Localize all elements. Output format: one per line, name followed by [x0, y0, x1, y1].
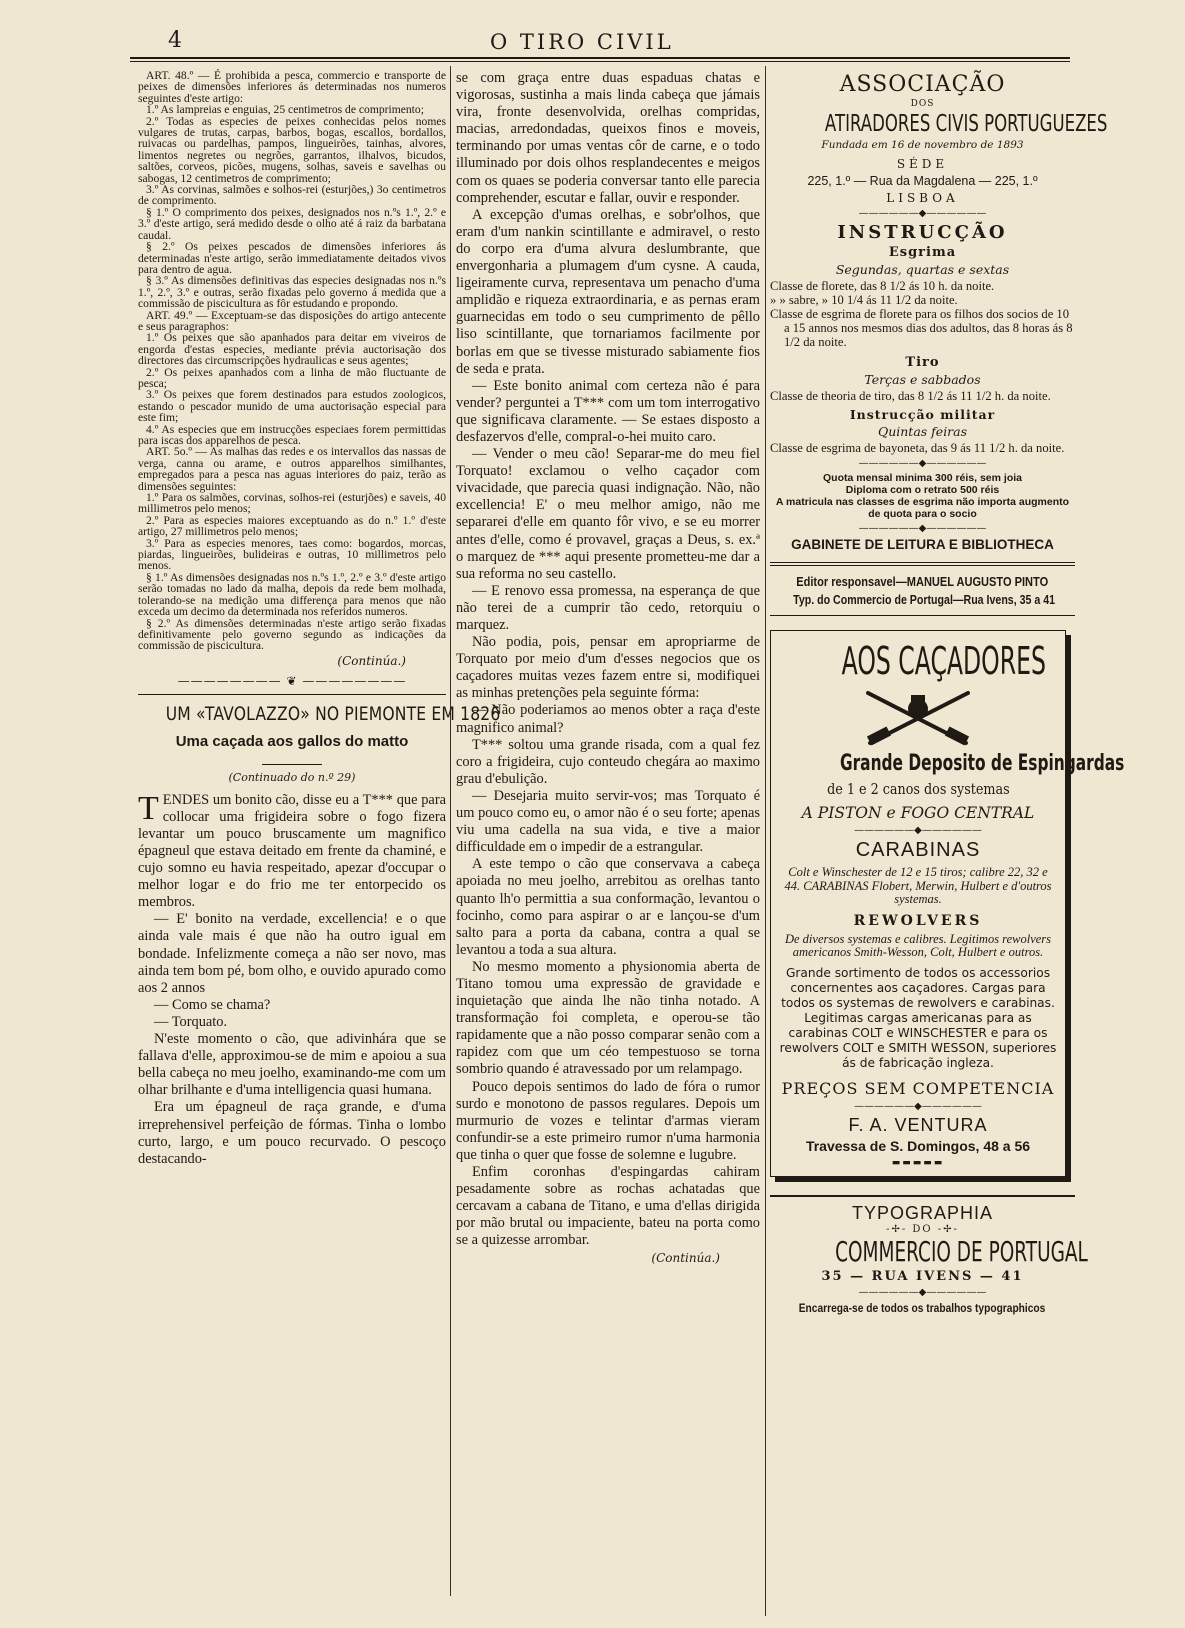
- law-paragraph: § 1.º O comprimento dos peixes, designados nos n.ºs 1.º, 2.º e 3.º d'este artigo, será medido desde o olho até á raiz da barbatana caudal.: [138, 205, 446, 242]
- ad-canos: de 1 e 2 canos dos systemas: [826, 780, 1010, 798]
- story-paragraph: — Este bonito animal com certeza não é para vender? perguntei a T*** com um tom interrogativo que significava claramente. — Se estaes disposto a desfazervos d'elle, compral-o-hei muito caro.: [456, 377, 760, 445]
- story-paragraph: T*** soltou uma grande risada, com a qual fez coro a frigideira, cujo conteudo chegára ao maximo grau d'ebulição.: [456, 736, 760, 787]
- story-continued-from: (Continuado do n.º 29): [228, 770, 356, 784]
- editor-line: Editor responsavel—MANUEL AUGUSTO PINTO: [796, 574, 1049, 589]
- militar-heading: Instrucção militar: [849, 407, 996, 422]
- column-1: [138, 69, 501, 1600]
- rule: [770, 615, 1075, 616]
- story-paragraph: N'este momento o cão, que adivinhára que se fallava d'elle, approximou-se de mim e apoiou a sua bella cabeça no meu joelho, examinando-me com um olhar brilhante e d'uma intelligencia quasi humana.: [138, 1031, 446, 1099]
- typo-title: TYPOGRAPHIA: [851, 1202, 994, 1223]
- story-text-col1: [138, 789, 446, 1168]
- page-number: 4: [168, 28, 182, 53]
- ad-title: AOS CAÇADORES: [841, 639, 1046, 683]
- law-paragraph: ART. 48.º — É prohibida a pesca, commercio e transporte de peixes de dimensões inferiores ás determinadas nos numeros seguintes d'este artigo:: [138, 69, 446, 105]
- assoc-dos: DOS: [910, 99, 935, 109]
- ornament-line: ——————◆——————: [854, 825, 982, 836]
- typo-note: Encarrega-se de todos os trabalhos typographicos: [799, 1300, 1046, 1315]
- ad-bottom-ornament: ▬▬▬▬▬: [891, 1157, 945, 1168]
- continued-note: (Continúa.): [651, 1251, 720, 1266]
- law-paragraph: § 2.º As dimensões determinadas n'este artigo serão fixadas definitivamente pelo governo segundo as indicações da commissão de piscicultura.: [138, 616, 446, 653]
- typo-name: COMMERCIO DE PORTUGAL: [835, 1234, 1088, 1268]
- column-separator-2: [765, 66, 766, 1616]
- story-title: UM «TAVOLAZZO» NO PIEMONTE EM 1826: [165, 702, 501, 725]
- law-paragraph: 1.º Os peixes que são apanhados para deitar em viveiros de engorda d'estas especies, mediante prévia auctorisação dos directores das circumscripções hydraulicas e seus agentes;: [138, 331, 446, 368]
- subtitle-rule: [262, 764, 322, 765]
- quota-line: Quota mensal minima 300 réis, sem joia: [822, 472, 1022, 484]
- tiro-line: Classe de theoria de tiro, das 8 1/2 ás 11 1/2 h. da noite.: [770, 389, 1051, 403]
- typ-line: Typ. do Commercio de Portugal—Rua Ivens, 35 a 41: [793, 593, 1056, 607]
- law-paragraph: 1.º Para os salmões, corvinas, solhos-rei (esturjões) e saveis, 40 millimetros pelo menos;: [138, 491, 446, 516]
- quota-line: Diploma com o retrato 500 réis: [845, 484, 1000, 496]
- law-paragraph: 3.º As corvinas, salmões e solhos-rei (esturjões,) 3o centimetros de comprimento.: [138, 183, 446, 208]
- law-paragraph: § 3.º As dimensões definitivas das especies designadas nos n.ºs 1.º, 2.º, 3.º e outras, serão fixadas pelo governo á medida que a commissão de piscicultura as fôr estudando e propondo.: [138, 274, 446, 311]
- divider-ornament: ———————— ❦ ————————: [177, 673, 407, 688]
- story-paragraph: A este tempo o cão que conservava a cabeça apoiada no meu joelho, arrebitou as orelhas tanto quanto lh'o permittia a sua conformação, levantou o focinho, como para aspirar o ar e lançou-se d'um salto para a porta da cabana, contra a qual se levantou a toda a sua altura.: [456, 856, 760, 958]
- esgrima-line: Classe de esgrima de florete para os filhos dos socios de 10 a 15 annos nos mesmos dias dos adultos, das 8 horas ás 8 1/2 da noite.: [770, 307, 1073, 349]
- typo-address: 35 — RUA IVENS — 41: [821, 1268, 1024, 1284]
- assoc-founded: Fundada em 16 de novembro de 1893: [821, 139, 1024, 151]
- ad-deposit: Grande Deposito de Espingardas: [839, 751, 1125, 776]
- story-first-paragraph: TENDES um bonito cão, disse eu a T*** que para collocar uma frigideira sobre o fogo fizera levantar um pouco bruscamente um magnifico épagneul que estava deitado em frente da chaminé, e cujo somno eu havia respeitado, apezar d'occupar o melhor logar e do frio me ter entorpecido os membros.: [138, 789, 446, 911]
- header-rule-thin: [130, 61, 1070, 62]
- section-rule: [138, 694, 446, 695]
- law-paragraph: 3.º Os peixes que forem destinados para estudos zoologicos, estando o pescador munido de uma auctorisação especial para este fim;: [138, 388, 446, 425]
- ad-seller: F. A. VENTURA: [848, 1114, 988, 1135]
- tiro-days: Terças e sabbados: [864, 372, 981, 387]
- story-paragraph: — Torquato.: [154, 1013, 228, 1030]
- continued-note: (Continúa.): [337, 653, 406, 668]
- esgrima-days: Segundas, quartas e sextas: [835, 262, 1010, 277]
- ornament-line: ——————◆——————: [858, 458, 987, 469]
- law-paragraph: § 2.º Os peixes pescados de dimensões inferiores ás determinadas n'este artigo, serão immediatamente deitados vivos para dentro de agua.: [138, 240, 446, 276]
- column-3: [770, 70, 1125, 1620]
- assoc-name: ATIRADORES CIVIS PORTUGUEZES: [824, 111, 1108, 137]
- story-paragraph: — Desejaria muito servir-vos; mas Torquato é um pouco como eu, o amor não é o seu forte; apenas viu uma cadella na sua vida, e tive a maior difficuldade em o impedir de a estrangular.: [456, 787, 760, 856]
- story-paragraph: Enfim coronhas d'espingardas cahiram pesadamente sobre as rochas achatadas que cercavam a cabana de Titano, e uma d'ellas dirigida por mão brutal ou impaciente, bateu na porta como se a quizesse arrombar.: [456, 1164, 760, 1249]
- law-paragraph: 3.º Para as especies menores, taes como: bogardos, morcas, piardas, lingueirões, bulideiras e outras, 10 millimetros pelo menos.: [138, 536, 446, 573]
- ad-carabinas-text: Colt e Winschester de 12 e 15 tiros; calibre 22, 32 e 44. CARABINAS Flobert, Merwin, Hulbert e d'outros systemas.: [784, 865, 1052, 906]
- story-paragraph: — E renovo essa promessa, na esperança de que não terei de a cumprir tão cedo, retorquiu o marquez.: [456, 582, 760, 633]
- ornament-line: ——————◆——————: [858, 208, 987, 219]
- law-paragraph: 2.º Todas as especies de peixes conhecidas pelos nomes vulgares de trutas, carpas, barbos, bogas, escallos, bordallos, ruivacas ou pardelhas, pampos, lingueirões, tainhas, alvores, limentos negretes ou negrões, garrantos, ilhalvos, bicudos, saltões, corveos, picões, mugens, solhas, saveis e savelhas ou sabogas, 12 centimetros de comprimento;: [138, 114, 446, 185]
- crossed-rifles-icon: [858, 685, 978, 749]
- ad-rewolvers-text: De diversos systemas e calibres. Legitimos rewolvers americanos Smith-Wesson, Colt, Hulbert e outros.: [784, 931, 1052, 959]
- masthead: O TIRO CIVIL: [490, 30, 674, 54]
- story-paragraph: — Vender o meu cão! Separar-me do meu fiel Torquato! exclamou o velho caçador com vivacidade, que parecia quasi indignação. Não, não excellencia! E' o meu melhor amigo, não me separarei d'elle em quanto fôr vivo, e se eu morrer antes d'elle, como é provavel, graças a Deus, s. ex.ª o marquez de *** aqui presente prometteu-me dar a sua reforma no seu castello.: [456, 446, 760, 582]
- assoc-title: ASSOCIAÇÃO: [839, 72, 1006, 97]
- esgrima-heading: Esgrima: [888, 245, 957, 260]
- esgrima-line: » » sabre, » 10 1/4 ás 11 1/2 da noite.: [770, 293, 958, 307]
- law-paragraph: § 1.º As dimensões designadas nos n.ºs 1.º, 2.º e 3.º d'este artigo serão tomadas no lado da malha, depois da rede bem molhada, tolerando-se na medição uma differença para menos que não exceda um decimo da determinada nos referidos numeros.: [138, 570, 446, 619]
- column-2: [456, 70, 760, 1600]
- story-paragraph: Não podia, pois, pensar em apropriarme de Torquato por meio d'um d'esses negocios que os caçadores muitas vezes fazem entre si, modifiquei as minhas pretenções pela seguinte fórma:: [456, 634, 760, 702]
- law-paragraph: 4.º As especies que em instrucções especiaes forem permittidas para iscas dos apparelhos de pesca.: [138, 422, 446, 447]
- hunters-ad: [770, 630, 1125, 1177]
- law-paragraph: 1.º As lampreias e enguias, 25 centimetros de comprimento;: [146, 103, 424, 117]
- story-paragraph: A excepção d'umas orelhas, e sobr'olhos, que eram d'um nankin scintillante e admiravel, o resto do corpo era d'uma alvura deslumbrante, que envergonharia a plumagem d'um cysne. A cauda, ligeiramente curva, representava um penacho d'uma amplidão e riqueza extraordinaria, e as pernas eram guarnecidas em todo o seu cumprimento de pêllo liso scintillante, que tornariamos facilmente por borlas em que se tivesse misturado sabiamente fios de seda e prata.: [456, 206, 760, 377]
- assoc-city: LISBOA: [886, 191, 959, 205]
- ad-sortimento: Grande sortimento de todos os accessorios concernentes aos caçadores. Cargas para todos os systemas de rewolvers e carabinas. Legitimas cargas americanas para as carabinas COLT e WINSCHESTER e para os rewolvers COLT e SMITH WESSON, superiores ás de fabricação ingleza.: [779, 965, 1057, 1070]
- law-paragraph: ART. 5o.º — As malhas das redes e os intervallos das nassas de verga, canna ou arame, e outros apparelhos similhantes, empregados para a pesca nas aguas interiores do paiz, terão as dimensões seguintes:: [138, 445, 446, 493]
- ornament-line: ——————◆——————: [858, 1286, 987, 1298]
- story-paragraph: — Como se chama?: [154, 996, 271, 1013]
- gabinete-line: GABINETE DE LEITURA E BIBLIOTHECA: [791, 537, 1054, 552]
- ad-piston: A PISTON e FOGO CENTRAL: [801, 804, 1035, 822]
- esgrima-line: Classe de florete, das 8 1/2 ás 10 h. da noite.: [770, 279, 995, 293]
- ornament-line: ——————◆——————: [854, 1100, 982, 1112]
- assoc-sede: SÉDE: [896, 157, 949, 171]
- law-paragraph: 2.º Os peixes apanhados com a linha de mão fluctuante de pesca;: [138, 365, 446, 390]
- law-paragraph: 2.º Para as especies maiores exceptuando as do n.º 1.º d'este artigo, 27 millimetros pelo menos;: [138, 513, 446, 539]
- ad-carabinas: CARABINAS: [855, 839, 981, 861]
- story-text-col2: [456, 70, 760, 1249]
- ad-precos: PREÇOS SEM COMPETENCIA: [781, 1078, 1055, 1098]
- ad-rewolvers: REWOLVERS: [853, 912, 983, 929]
- story-paragraph: Era um épagneul de raça grande, e d'uma irreprehensivel perfeição de fórmas. Tinha o lombo curto, largo, e um pouco recurvado. O pescoço destacando-: [138, 1099, 446, 1167]
- ad-seller-address: Travessa de S. Domingos, 48 a 56: [805, 1137, 1031, 1154]
- story-paragraph: se com graça entre duas espaduas chatas e vigorosas, sustinha a mais linda cabeça que jámais vira, fronte desenvolvida, orelhas compridas, macias, arredondadas, queixos finos e moveis, terminando por umas ventas côr de carne, e o todo illuminado por dois olhos resplandecentes e meigos com os quaes se poderia conversar tanto elle parecia comprehender, escutar e fallar, ouvir e responder.: [456, 70, 760, 206]
- header-rule: [130, 57, 1070, 59]
- rule: [770, 1195, 1075, 1197]
- typo-do: -✢- DO -✢-: [886, 1223, 959, 1235]
- militar-days: Quintas feiras: [877, 424, 968, 439]
- quota-line: A matricula nas classes de esgrima não importa augmento de quota para o socio: [775, 496, 1070, 520]
- ornament-line: ——————◆——————: [858, 523, 987, 534]
- story-paragraph: Pouco depois sentimos do lado de fóra o rumor surdo e monotono de passos regulares. Depois um murmurio de vozes e telintar d'armas vieram confundir-se a este primeiro rumor n'uma harmonia que tinha o quer que fosse de solemne e lugubre.: [456, 1078, 760, 1163]
- story-subtitle: Uma caçada aos gallos do matto: [175, 732, 409, 750]
- assoc-address: 225, 1.º — Rua da Magdalena — 225, 1.º: [807, 174, 1038, 188]
- law-paragraph: ART. 49.º — Exceptuam-se das disposições do artigo antecente e seus paragraphos:: [138, 308, 446, 333]
- rule: [770, 562, 1075, 563]
- story-paragraph: No mesmo momento a physionomia aberta de Titano tomou uma expressão de gravidade e inquietação que ainda lhe não tinha notado. A transformação foi completa, e operou-se tão rapidamente que a não posso comparar senão com a rapidez com que um céo tempestuoso se torna sombrio quando é atravessado por um relampago.: [456, 958, 760, 1078]
- fishing-law-text: [138, 70, 446, 652]
- story-paragraph: — Não poderiamos ao menos obter a raça d'este magnifico animal?: [456, 702, 760, 736]
- rule: [770, 565, 1075, 566]
- drop-cap: T: [138, 789, 159, 827]
- militar-line: Classe de esgrima de bayoneta, das 9 ás 11 1/2 h. da noite.: [770, 441, 1065, 455]
- tiro-heading: Tiro: [905, 355, 940, 370]
- column-separator-1: [450, 66, 451, 1596]
- story-paragraph: — E' bonito na verdade, excellencia! e o que ainda vale mais é que não ha outro igual em bondade. Infelizmente começa a não ser novo, mas ainda tem bom pé, bom olho, e ouvido apurado como aos 2 annos: [138, 911, 446, 996]
- assoc-instr: INSTRUCÇÃO: [837, 222, 1008, 243]
